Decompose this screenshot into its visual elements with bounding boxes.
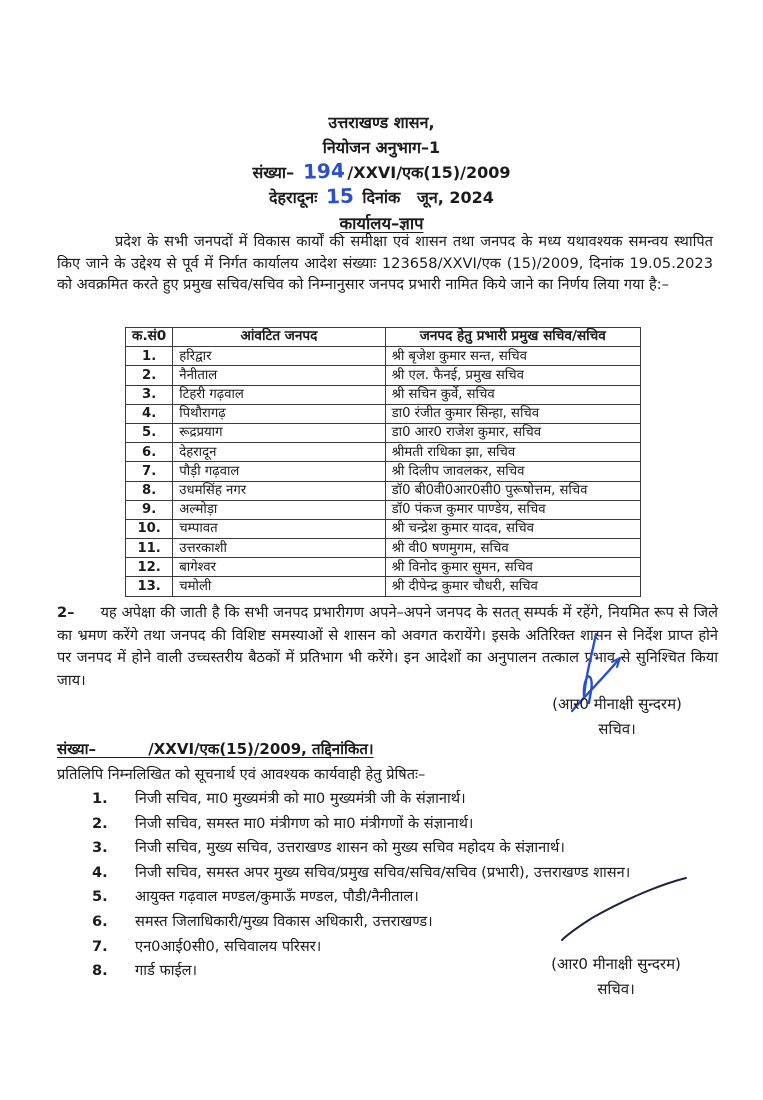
table-cell: 1. [126,347,173,366]
officers-table-body [126,347,641,596]
copy-item-text: निजी सचिव, मा0 मुख्यमंत्री को मा0 मुख्यमंत्री जी के संज्ञानार्थ। [135,790,466,807]
table-cell: 7. [126,462,173,481]
table-cell: टिहरी गढ़वाल [173,385,385,404]
table-cell: 11. [126,539,173,558]
copy-item-number: 4. [92,863,108,881]
table-row [126,519,641,538]
copy-item-text: गार्ड फाईल। [135,962,198,980]
table-cell: नैनीताल [173,366,385,385]
table-row [126,404,641,423]
table-header-cell: क.सं0 [126,328,173,347]
table-cell: हरिद्वार [173,347,385,366]
table-cell: 2. [126,366,173,385]
copy-item-number: 2. [92,814,108,832]
date-line [0,185,763,210]
signatory-title: सचिव। [597,980,635,998]
table-row [126,500,641,519]
directive-text: यह अपेक्षा की जाती है कि सभी जनपद प्रभारीगण अपने–अपने जनपद के सतत् सम्पर्क में रहेंगे, नियमित रूप से जिले का भ्रमण करेंगे तथा जनपद की विशिष्ट समस्याओं से शासन को अवगत करायेंगे। इसके अतिरिक्त शासन से निर्देश प्राप्त होने पर जनपद में होने वाली उच्चस्तरीय बैठकों में प्रतिभाग भी करेंगे। इन आदेशों का अनुपालन तत्काल प्रभाव से सुनिश्चित किया जाय। [57,604,718,689]
dept-name: नियोजन अनुभाग–1 [322,138,441,157]
copy-list-item [92,836,728,861]
signature-block-1 [508,692,726,742]
table-row [126,539,641,558]
table-cell: पौड़ी गढ़वाल [173,462,385,481]
table-cell: डॉ0 पंकज कुमार पाण्डेय, सचिव [385,500,640,519]
table-cell: अल्मोड़ा [173,500,385,519]
table-cell: श्री विनोद कुमार सुमन, सचिव [385,558,640,577]
table-cell: 3. [126,385,173,404]
table-row [126,423,641,442]
copy-item-text: आयुक्त गढ़वाल मण्डल/कुमाऊँ मण्डल, पौडी/नैनीताल। [135,888,419,906]
paragraph-number: 2– [57,604,75,621]
table-cell: रूद्रप्रयाग [173,423,385,442]
copy-item-number: 6. [92,912,108,930]
intro-paragraph: प्रदेश के सभी जनपदों में विकास कार्यों की समीक्षा एवं शासन तथा जनपद के मध्य यथावश्यक समन्वय स्थापित किए जाने के उद्देश्य से पूर्व में निर्गत कार्यालय आदेश संख्याः 123658/XXVI/एक (15)/2009, दिनांक 19.05.2023 को अवक्रमित करते हुए प्रमुख सचिव/सचिव को निम्नानुसार जनपद प्रभारी नामित किये जाने का निर्णय लिया गया है:– [57,233,713,293]
table-row [126,385,641,404]
table-cell: 9. [126,500,173,519]
table-cell: 13. [126,577,173,596]
table-row [126,481,641,500]
document-header [0,110,763,234]
copy-item-number: 8. [92,962,108,980]
copy-list-item [92,812,728,837]
signature-slash-mark [556,874,692,948]
copy-intro-line: प्रतिलिपि निम्नलिखित को सूचनार्थ एवं आवश्यक कार्यवाही हेतु प्रेषितः– [57,766,426,783]
table-row [126,558,641,577]
copy-item-text: निजी सचिव, मुख्य सचिव, उत्तराखण्ड शासन को मुख्य सचिव महोदय के संज्ञानार्थ। [135,839,565,857]
place-label: देहरादूनः [269,188,318,207]
table-cell: डॉ0 बी0वी0आर0सी0 पुरूषोत्तम, सचिव [385,481,640,500]
ref-number-prefix: संख्या– [252,163,295,182]
table-row [126,577,641,596]
table-cell: 6. [126,443,173,462]
ref-number-line [0,160,763,185]
table-cell: उत्तरकाशी [173,539,385,558]
copy-item-number: 3. [92,839,108,857]
table-row [126,443,641,462]
table-row [126,366,641,385]
table-cell: चमोली [173,577,385,596]
table-cell: 12. [126,558,173,577]
copy-reference-line: संख्या– /XXVI/एक(15)/2009, तद्दिनांकित। [57,740,374,758]
table-cell: श्री एल. फैनई, प्रमुख सचिव [385,366,640,385]
handwritten-date-day: 15 [325,183,355,209]
copy-item-number: 7. [92,937,108,955]
table-cell: देहरादून [173,443,385,462]
table-cell: श्री दीपेन्द्र कुमार चौधरी, सचिव [385,577,640,596]
table-header-cell: आंवटित जनपद [173,328,385,347]
table-cell: 8. [126,481,173,500]
table-cell: डा0 आर0 राजेश कुमार, सचिव [385,423,640,442]
table-cell: बागेश्वर [173,558,385,577]
signatory-title: सचिव। [598,720,636,738]
signatory-name: (आर0 मीनाक्षी सुन्दरम) [552,695,682,713]
handwritten-ref-number: 194 [302,158,345,184]
signatory-name: (आर0 मीनाक्षी सुन्दरम) [551,955,681,973]
table-row [126,462,641,481]
ref-number-suffix: /XXVI/एक(15)/2009 [347,163,511,182]
table-cell: पिथौरागढ़ [173,404,385,423]
table-cell: श्री बृजेश कुमार सन्त, सचिव [385,347,640,366]
copy-item-text: समस्त जिलाधिकारी/मुख्य विकास अधिकारी, उत्तराखण्ड। [135,912,433,930]
copy-list-item [92,787,728,812]
subject-title: कार्यालय–ज्ञाप [339,214,424,233]
table-row [126,347,641,366]
org-name: उत्तराखण्ड शासन, [328,113,435,132]
table-cell: श्री सचिन कुर्वे, सचिव [385,385,640,404]
copy-item-text: निजी सचिव, समस्त अपर मुख्य सचिव/प्रमुख सचिव/सचिव/सचिव (प्रभारी), उत्तराखण्ड शासन। [135,863,631,881]
date-suffix: दिनांक जून, 2024 [362,188,494,207]
table-cell: श्रीमती राधिका झा, सचिव [385,443,640,462]
copy-item-number: 5. [92,888,108,906]
copy-item-text: एन0आई0सी0, सचिवालय परिसर। [135,937,322,955]
signature-block-2 [505,952,727,1002]
table-cell: 4. [126,404,173,423]
officers-table-head-row [126,328,641,347]
table-cell: उधमसिंह नगर [173,481,385,500]
table-cell: श्री वी0 षणमुगम, सचिव [385,539,640,558]
table-cell: डा0 रंजीत कुमार सिन्हा, सचिव [385,404,640,423]
table-cell: 5. [126,423,173,442]
table-header-cell: जनपद हेतु प्रभारी प्रमुख सचिव/सचिव [385,328,640,347]
copy-item-text: निजी सचिव, समस्त मा0 मंत्रीगण को मा0 मंत्रीगणों के संज्ञानार्थ। [135,814,474,832]
copy-item-number: 1. [92,790,108,807]
officers-table [125,327,641,597]
table-cell: श्री चन्द्रेश कुमार यादव, सचिव [385,519,640,538]
table-cell: श्री दिलीप जावलकर, सचिव [385,462,640,481]
table-cell: 10. [126,519,173,538]
table-cell: चम्पावत [173,519,385,538]
